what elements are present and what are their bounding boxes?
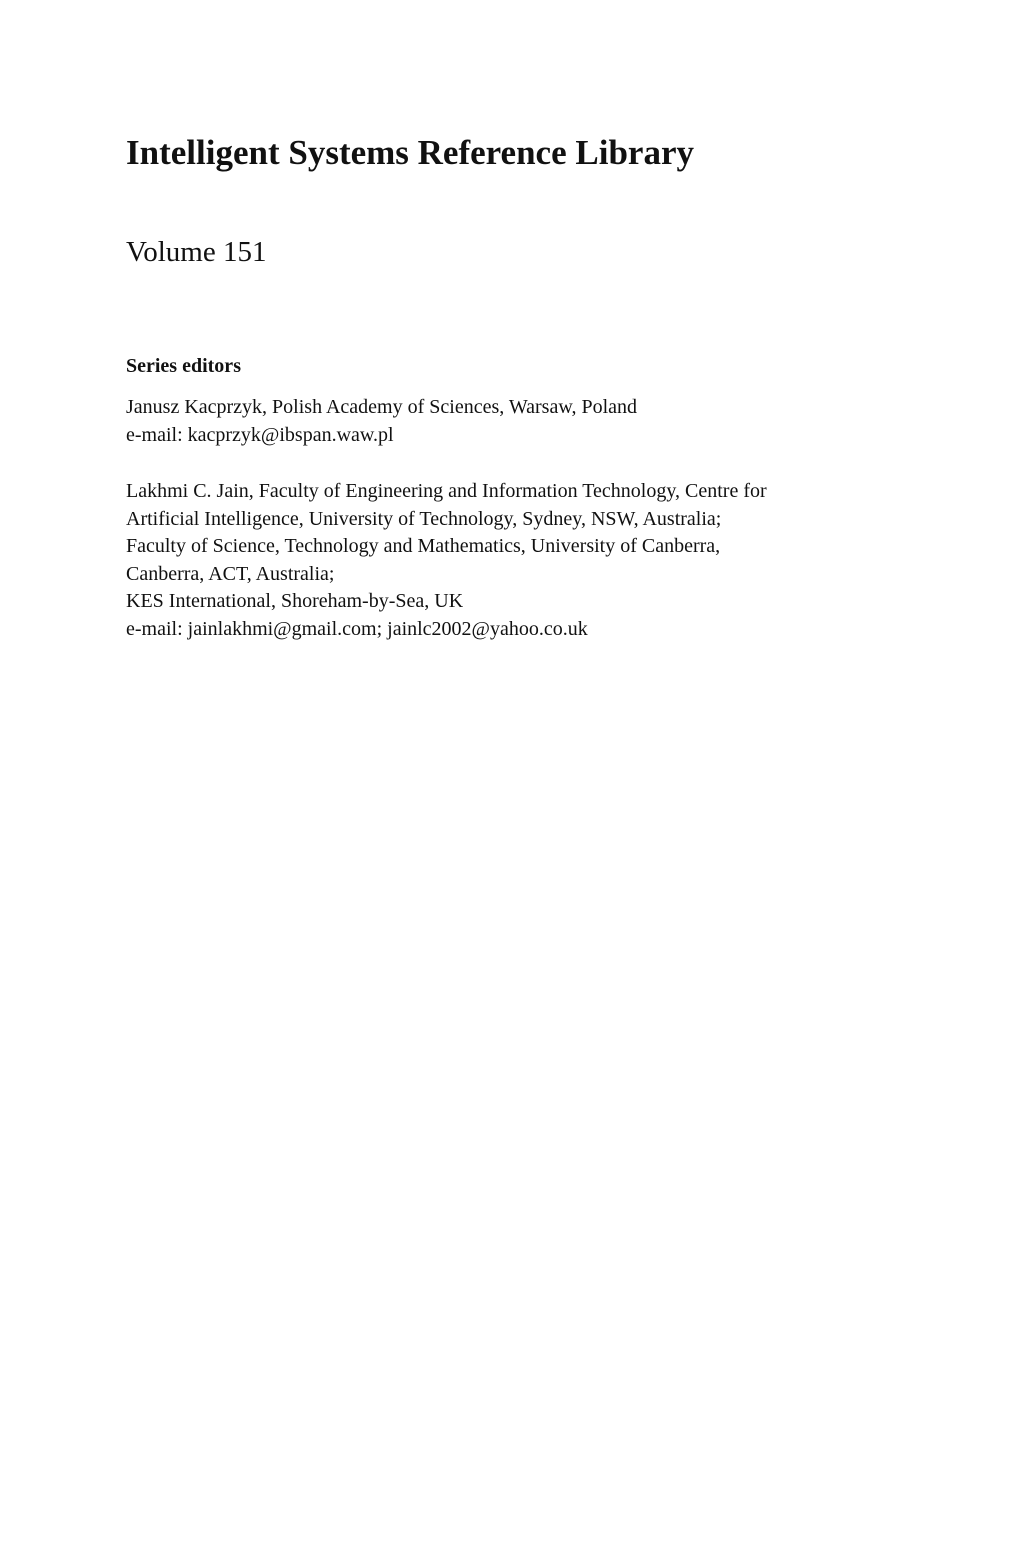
editor-email-line: e-mail: kacprzyk@ibspan.waw.pl: [126, 423, 394, 446]
editor-affiliation-line: KES International, Shoreham-by-Sea, UK: [126, 590, 464, 613]
editor-affiliation-line: Faculty of Science, Technology and Mathematics, University of Canberra,: [126, 535, 721, 558]
editor-affiliation-line: Janusz Kacprzyk, Polish Academy of Sciences, Warsaw, Poland: [126, 396, 638, 418]
series-editors-heading: Series editors: [126, 355, 241, 377]
editor-affiliation-line: Artificial Intelligence, University of Technology, Sydney, NSW, Australia;: [126, 507, 722, 530]
editor-email-line: e-mail: jainlakhmi@gmail.com; jainlc2002@yahoo.co.uk: [126, 617, 588, 640]
editor-affiliation-line: Canberra, ACT, Australia;: [126, 562, 335, 585]
volume-number: Volume 151: [126, 236, 267, 268]
series-title: Intelligent Systems Reference Library: [126, 133, 694, 172]
editor-entry-kacprzyk: [126, 394, 916, 449]
editor-affiliation-line: Lakhmi C. Jain, Faculty of Engineering and Information Technology, Centre for: [126, 480, 767, 502]
editor-entry-jain: [126, 478, 916, 644]
